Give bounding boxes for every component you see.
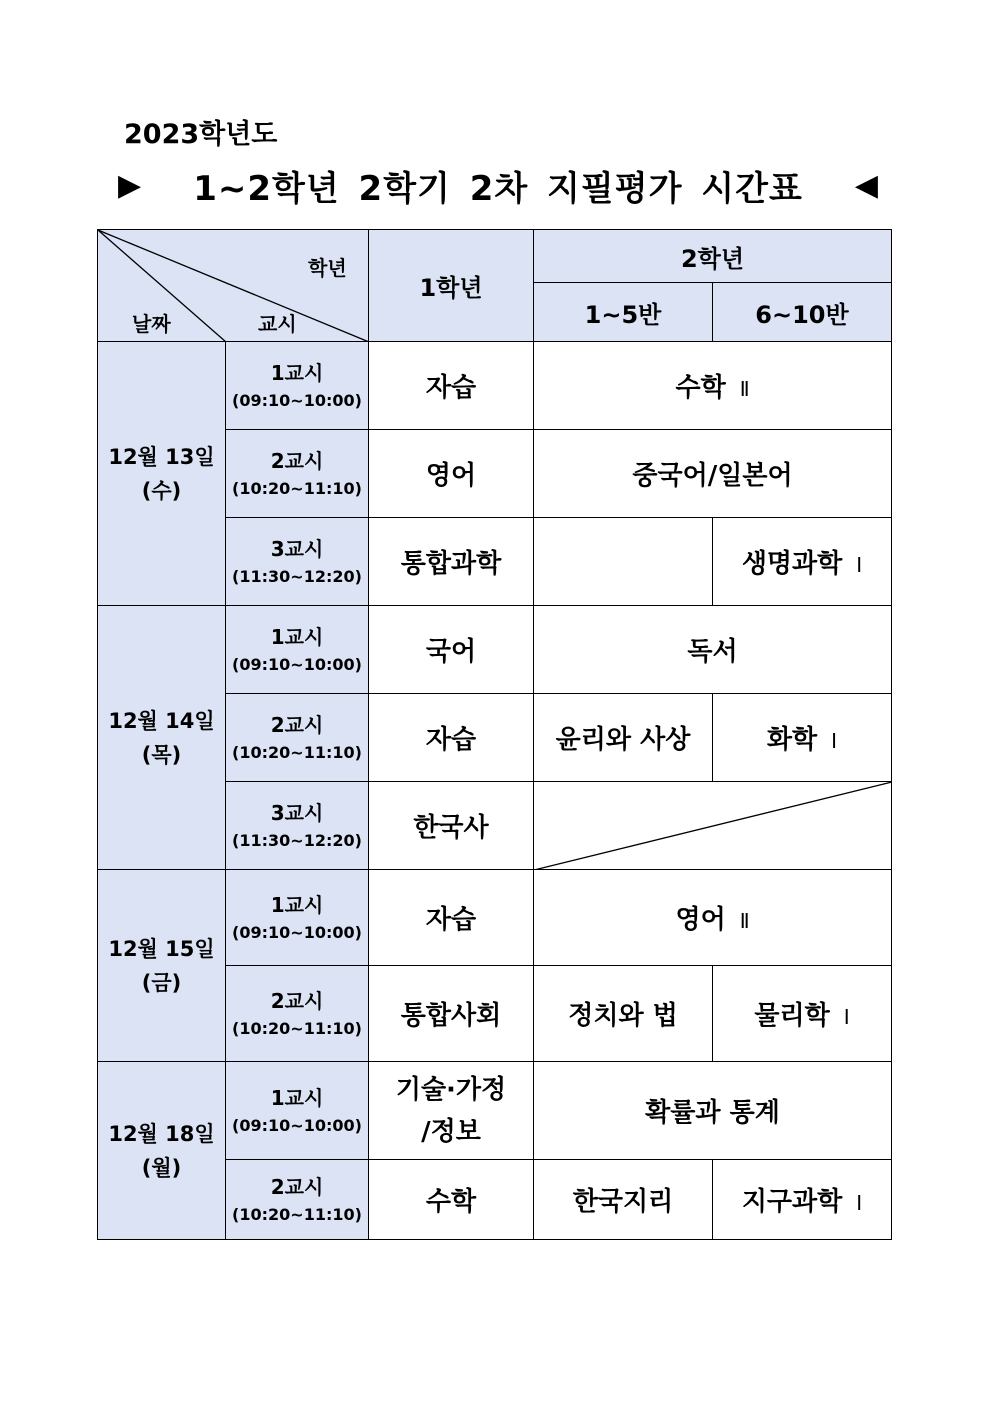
date-cell: 12월 15일 (금): [98, 870, 226, 1062]
grade2-no-exam-cell: [534, 782, 892, 870]
grade2-subject: 수학 Ⅱ: [534, 342, 892, 430]
date-cell: 12월 13일 (수): [98, 342, 226, 606]
grade1-subject: 자습: [369, 342, 534, 430]
period-cell: 2교시 (10:20~11:10): [226, 966, 369, 1062]
grade2-subject: 독서: [534, 606, 892, 694]
grade1-header: 1학년: [369, 230, 534, 342]
grade2-header: 2학년: [534, 230, 892, 283]
roman-numeral-mark: Ⅰ: [856, 1191, 863, 1215]
corner-period-label: 교시: [258, 312, 297, 336]
class-1-5-header: 1~5반: [534, 283, 713, 342]
roman-numeral-mark: Ⅱ: [739, 377, 750, 401]
grade1-subject: 통합사회: [369, 966, 534, 1062]
period-cell: 1교시 (09:10~10:00): [226, 606, 369, 694]
grade1-subject: 국어: [369, 606, 534, 694]
date-cell: 12월 18일 (월): [98, 1062, 226, 1240]
date-cell: 12월 14일 (목): [98, 606, 226, 870]
grade2-class-6-10-subject: 생명과학 Ⅰ: [713, 518, 892, 606]
grade1-subject: 자습: [369, 870, 534, 966]
period-cell: 1교시 (09:10~10:00): [226, 342, 369, 430]
grade2-subject: 영어 Ⅱ: [534, 870, 892, 966]
grade2-class-6-10-subject: 화학 Ⅰ: [713, 694, 892, 782]
roman-numeral-mark: Ⅰ: [831, 729, 838, 753]
grade1-subject: 수학: [369, 1160, 534, 1240]
period-cell: 3교시 (11:30~12:20): [226, 518, 369, 606]
no-exam-diagonal-line: [534, 782, 892, 870]
period-cell: 1교시 (09:10~10:00): [226, 870, 369, 966]
period-cell: 3교시 (11:30~12:20): [226, 782, 369, 870]
document-title-row: [118, 160, 878, 210]
grade1-subject: 통합과학: [369, 518, 534, 606]
corner-date-label: 날짜: [132, 312, 171, 336]
period-cell: 2교시 (10:20~11:10): [226, 694, 369, 782]
grade2-class-1-5-subject: [534, 518, 713, 606]
grade2-class-6-10-subject: 물리학 Ⅰ: [713, 966, 892, 1062]
roman-numeral-mark: Ⅰ: [856, 553, 863, 577]
grade2-class-6-10-subject: 지구과학 Ⅰ: [713, 1160, 892, 1240]
right-triangle-icon: ▶: [118, 167, 142, 203]
grade1-subject: 자습: [369, 694, 534, 782]
grade2-class-1-5-subject: 정치와 법: [534, 966, 713, 1062]
corner-header-cell: [98, 230, 369, 342]
grade1-subject: 기술·가정 /정보: [369, 1062, 534, 1160]
document-year: 2023학년도: [124, 119, 278, 150]
grade1-subject: 영어: [369, 430, 534, 518]
exam-schedule-table: [97, 229, 892, 1240]
document-title: 1~2학년 2학기 2차 지필평가 시간표: [193, 168, 803, 209]
grade2-subject: 확률과 통계: [534, 1062, 892, 1160]
class-6-10-header: 6~10반: [713, 283, 892, 342]
period-cell: 2교시 (10:20~11:10): [226, 1160, 369, 1240]
grade1-subject: 한국사: [369, 782, 534, 870]
left-triangle-icon: ◀: [854, 167, 878, 203]
grade2-class-1-5-subject: 윤리와 사상: [534, 694, 713, 782]
grade2-class-1-5-subject: 한국지리: [534, 1160, 713, 1240]
period-cell: 1교시 (09:10~10:00): [226, 1062, 369, 1160]
roman-numeral-mark: Ⅱ: [739, 909, 750, 933]
grade2-subject: 중국어/일본어: [534, 430, 892, 518]
period-cell: 2교시 (10:20~11:10): [226, 430, 369, 518]
roman-numeral-mark: Ⅰ: [843, 1005, 850, 1029]
corner-grade-label: 학년: [308, 256, 347, 280]
